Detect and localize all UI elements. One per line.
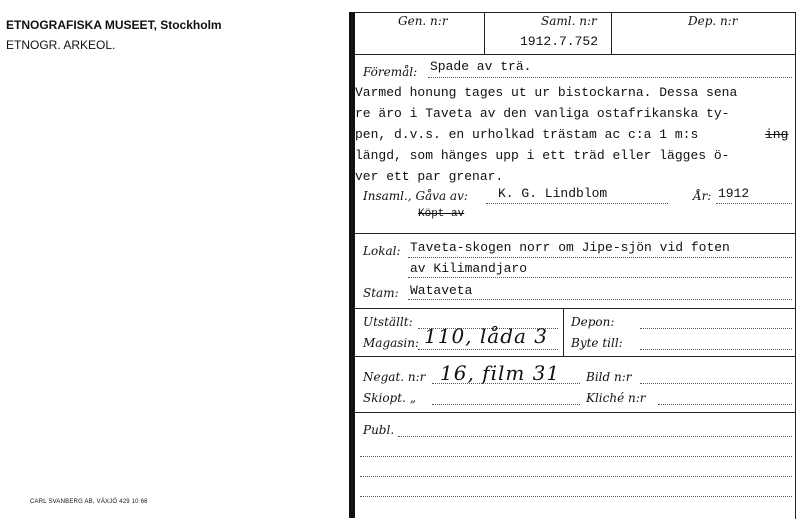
insaml-value: K. G. Lindblom — [498, 186, 608, 201]
dotted-rule — [398, 436, 792, 437]
utstallt-label: Utställt: — [363, 315, 413, 329]
dotted-rule — [432, 383, 580, 384]
dotted-rule — [640, 328, 792, 329]
lokal-value: av Kilimandjaro — [410, 261, 528, 276]
ar-label: År: — [693, 189, 712, 203]
dotted-rule — [360, 476, 792, 477]
divider — [355, 356, 795, 357]
divider — [355, 308, 795, 309]
description-line: ver ett par grenar. — [355, 169, 504, 184]
magasin-label: Magasin: — [363, 336, 420, 350]
printer-mark: CARL SVANBERG AB, VÄXJÖ 429 10 66 — [30, 499, 148, 505]
department-label: ETNOGR. ARKEOL. — [6, 38, 116, 52]
dotted-rule — [360, 496, 792, 497]
ar-value: 1912 — [718, 186, 750, 201]
saml-label: Saml. n:r — [541, 14, 597, 28]
lokal-value: Taveta-skogen norr om Jipe-sjön vid foten — [410, 240, 730, 255]
byte-label: Byte till: — [571, 336, 623, 350]
dotted-rule — [658, 404, 792, 405]
divider — [563, 308, 564, 356]
struck-word: Köpt av — [418, 208, 465, 220]
divider — [355, 233, 795, 234]
dotted-rule — [432, 404, 580, 405]
struck-text: ing — [765, 127, 789, 142]
kliche-label: Kliché n:r — [586, 391, 646, 405]
bild-label: Bild n:r — [586, 370, 632, 384]
publ-label: Publ. — [363, 423, 395, 437]
description-line: längd, som hänges upp i ett träd eller lägges ö- — [355, 148, 730, 163]
foremal-value: Spade av trä. — [430, 59, 532, 74]
dep-label: Dep. n:r — [688, 14, 738, 28]
description-line: pen, d.v.s. en urholkad trästam ac c:a 1 m:s — [355, 127, 699, 142]
insaml-label: Insaml., Gåva av: — [363, 189, 468, 203]
divider — [355, 54, 795, 55]
stam-value: Wataveta — [410, 283, 473, 298]
dotted-rule — [408, 299, 792, 300]
dotted-rule — [418, 349, 558, 350]
description-line: re äro i Taveta av den vanliga ostafrikanska ty- — [355, 106, 730, 121]
foremal-label: Föremål: — [363, 65, 418, 79]
dotted-rule — [408, 257, 792, 258]
saml-value: 1912.7.752 — [520, 34, 599, 49]
dotted-rule — [486, 203, 668, 204]
dotted-rule — [640, 383, 792, 384]
divider — [484, 12, 485, 54]
magasin-value: 110, låda 3 — [424, 324, 549, 348]
dotted-rule — [640, 349, 792, 350]
depon-label: Depon: — [571, 315, 615, 329]
skiopt-label: Skiopt. „ — [363, 391, 416, 405]
dotted-rule — [716, 203, 792, 204]
stam-label: Stam: — [363, 286, 399, 300]
dotted-rule — [408, 277, 792, 278]
negat-value: 16, film 31 — [440, 361, 561, 385]
description-line: Varmed honung tages ut ur bistockarna. Dessa sena — [355, 85, 738, 100]
gen-label: Gen. n:r — [398, 14, 448, 28]
divider — [611, 12, 612, 54]
negat-label: Negat. n:r — [363, 370, 426, 384]
divider — [355, 412, 795, 413]
dotted-rule — [360, 456, 792, 457]
dotted-rule — [428, 77, 792, 78]
lokal-label: Lokal: — [363, 244, 401, 258]
museum-title: ETNOGRAFISKA MUSEET, Stockholm — [6, 18, 222, 32]
